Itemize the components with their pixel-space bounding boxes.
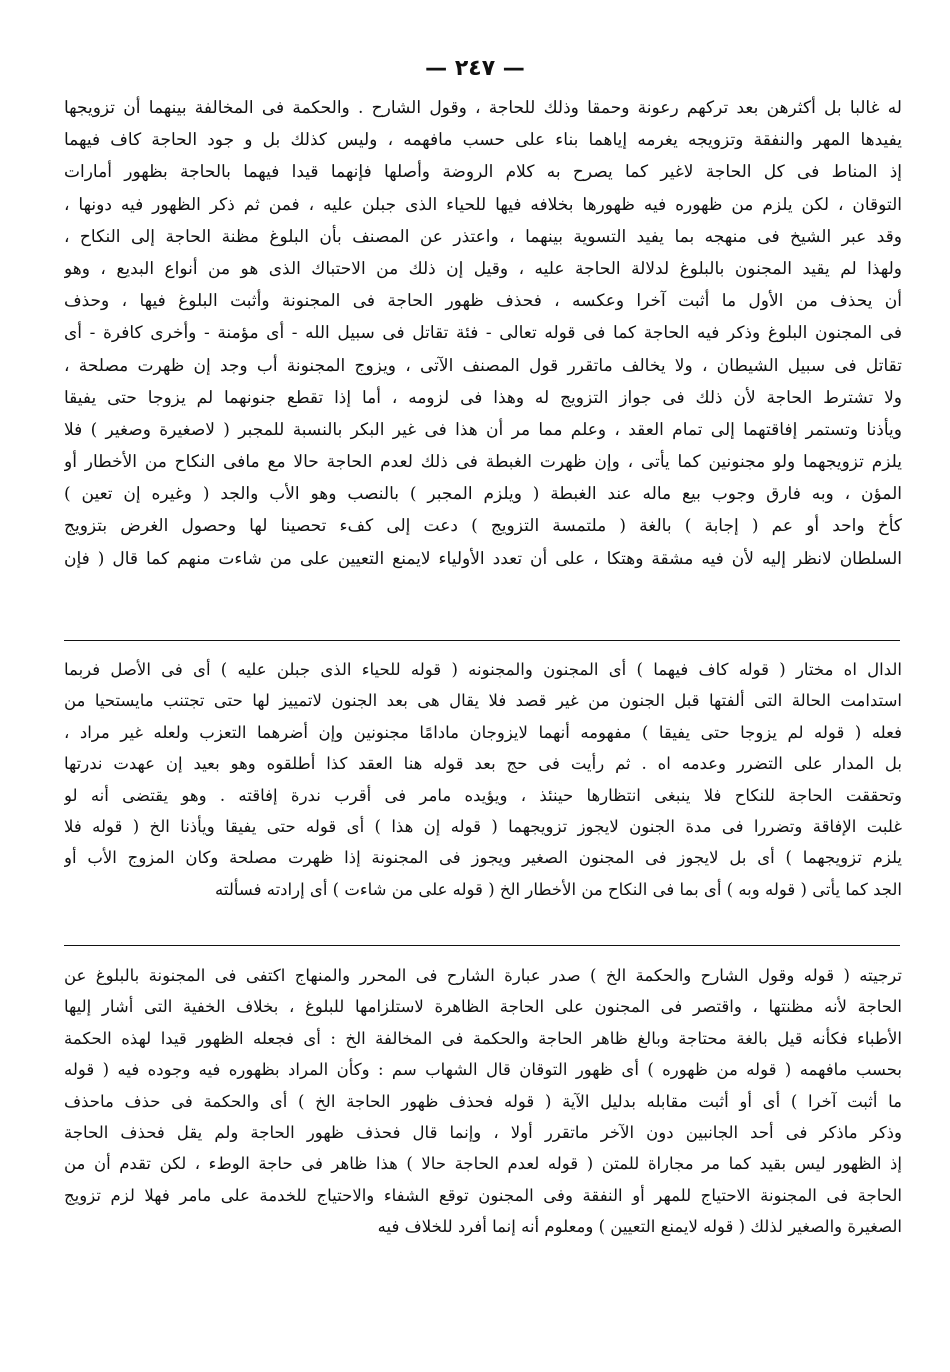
- main-text-line: أن يحذف من الأول ما أثبت آخرا وعكسه ، فحذف ظهور الحاجة فى المجنونة وأثبت البلوغ فيها ، وحذف: [64, 291, 902, 312]
- footnote-line: وتحققت الحاجة للنكاح فلا ينبغى انتظارها حينئذ ، ويؤيده مامر فى أقرب ندرة إفاقته . وهو يقتضى أنه لو: [64, 785, 902, 805]
- footnote-line: يلزم تزويجهما ) أى بل لايجوز فى المجنون الصغير ويجوز فى المجنونة إذا ظهرت مصلحة وكان المزوج الأب أو: [64, 848, 902, 868]
- page-number: — ٢٤٧ —: [425, 56, 525, 81]
- footnote-line: غلبت الإفاقة وتضررا فى مدة الجنون لايجوز تزويجهما ( قوله إن هذا ) أى قوله حتى يفيقا ويأذنا الخ ( قوله فلا: [64, 816, 902, 836]
- footnote-divider: [64, 945, 900, 946]
- main-text-line: التوقان ، لكن يلزم من ظهوره فيه ظهورها بخلافه فيها للحياء الذى جبلن عليه ، فمن ثم ذكر الظهور فيه دونها ،: [64, 194, 902, 215]
- footnote-line: بل المدار على التضرر وعدمه اه . ثم رأيت فى حج بعد قوله هنا العقد كذا أطلقوه وهو بعيد إن عهدت ندرتها: [64, 754, 902, 774]
- main-text-line: إذ المناط فى كل الحاجة لاغير كما يصرح به كلام الروضة وأصلها فإنهما قيدا فيهما بالحاجة بظهور أمارات: [64, 162, 902, 183]
- main-text-line: المؤن ، وبه فارق وجوب بيع ماله عند الغبطة ( ويلزم المجبر ) بالنصب وهو الأب والجد ( وغيره إن تعين ): [64, 484, 902, 505]
- footnote-line: استدامت الحالة التى ألفتها قبل الجنون من غير قصد فلا يقال هى بعد الجنون لاتمييز لها حتى تجتنب مايستحيا من: [64, 691, 902, 711]
- footnote-commentary-1: [64, 654, 902, 905]
- footnote-line: فعله ( قوله لم يزوجا حتى يفيقا ) مفهومه أنهما لايزوجان مادامًا مجنونين وإن أضرهما التعزب ولعله غير مراد ،: [64, 722, 902, 742]
- main-text-line: يفيدها المهر والنفقة وتزويجه يغرمه إياهما بناء على حسب مافهمه ، وليس كذلك بل و جود الحاجة كاف فيهما: [64, 130, 902, 151]
- footnote-line: بحسب مافهمه ( قوله من ظهوره ) أى ظهور التوقان قال الشهاب سم : وكأن المراد بظهوره فيه وجوده فيه ( قوله: [64, 1060, 902, 1080]
- footnote-line: الحاجة لأنه مظنتها ، واقتصر فى المجنون على الحاجة الظاهرة لاستلزامها للبلوغ ، بخلاف الخفية التى أشار إليها: [64, 997, 902, 1017]
- main-text-line: فى المجنون البلوغ وذكر فيه الحاجة كما فى قوله تعالى - فئة تقاتل فى سبيل الله - أى مؤمنة - وأخرى كافرة - أى: [64, 323, 902, 344]
- footnote-line: إذ الظهور ليس بقيد كما مر مجاراة للمتن ( قوله لعدم الحاجة حالا ) هذا ظاهر فى حاجة الوطء ، لكن تقدم أن من: [64, 1154, 902, 1174]
- main-text: [64, 92, 902, 575]
- main-text-line: ويأذنا وتستمر إفاقتهما إلى تمام العقد ، وعلم مما مر أن هذا فى غير البكر بالنسبة للمجبر ( لاصغيرة وصغير ) فلا: [64, 419, 902, 440]
- footnote-line: ما أثبت آخرا ) أى أو أثبت مقابله بدليل الآية ( قوله فحذف ظهور الحاجة الخ ) أى والحكمة فى حذف ماحذف: [64, 1091, 902, 1111]
- main-text-line: يلزم تزويجهما ولو مجنونين كما يأتى ، وإن ظهرت الغبطة فى ذلك لعدم الحاجة حالا مع مافى النكاح من الأخطار أو: [64, 452, 902, 473]
- main-text-line: تقاتل فى سبيل الشيطان ، ولا يخالف ماتقرر قول المصنف الآتى ، ويزوج المجنونة أب وجد إن ظهرت مصلحة ،: [64, 355, 902, 376]
- main-text-line: ولهذا لم يقيد المجنون بالبلوغ لدلالة الحاجة عليه ، وقيل إن ذلك من الاحتباك الذى هو من أنواع البديع ، وهو: [64, 258, 902, 279]
- footnote-line: الجد كما يأتى ( قوله وبه ) أى بما فى النكاح من الأخطار الخ ( قوله على من شاءت ) أى إرادته فسألته: [215, 879, 902, 899]
- main-text-line: له غالبا بل أكثرهن بعد تركهم رعونة وحمقا وذلك للحاجة ، وقول الشارح . والحكمة فى المخالفة بينهما أن تزويجها: [64, 98, 902, 118]
- footnote-line: الصغيرة والصغير لذلك ( قوله لايمنع التعيين ) ومعلوم أنه إنما أفرد للخلاف فيه: [377, 1217, 902, 1237]
- main-text-line: كأخ واحد أو عم ( إجابة ) بالغة ( ملتمسة التزويج ) دعت إلى كفء تحصينا لها وحصول الغرض بتزويج: [64, 516, 902, 537]
- footnote-line: الحاجة فى المجنونة الاحتياج للمهر أو النفقة وفى المجنون توقع الشفاء والاحتياج للخدمة على مامر فهلا لزم تزويج: [64, 1185, 902, 1205]
- footnote-line: ترجيته ( قوله وقول الشارح والحكمة الخ ) صدر عبارة الشارح فى المحرر والمنهاج اكتفى فى المجنونة بالبلوغ عن: [64, 966, 902, 985]
- main-text-line: وقد عبر الشيخ فى منهجه بما يفيد التسوية بينهما ، واعتذر عن المصنف بأن البلوغ مظنة الحاجة إلى النكاح ،: [64, 226, 902, 247]
- footnote-commentary-2: [64, 960, 902, 1243]
- main-text-line: ولا تشترط الحاجة لأن ذلك فى جواز التزويج له وهذا فى لزومه ، أما إذا تقطع جنونهما لم يزوجا حتى يفيقا: [64, 387, 902, 408]
- footnote-line: الأطباء فكأنه قيل بالغة محتاجة وبالغ ظاهر الحاجة والحكمة فى المخالفة الخ : أى فجعله الظهور قيدا لهذه الحكمة: [64, 1028, 902, 1048]
- main-text-line: السلطان لانظر إليه لأن فيه مشقة وهتكا ، على أن تعدد الأولياء لايمنع التعيين على من شاءت منهم كما قال ( فإن: [64, 548, 902, 569]
- footnote-line: وذكر ماذكر فى أحد الجانبين دون الآخر ماتقرر أولا ، وإنما قال فحذف ظهور الحاجة ولم يقل فحذف الحاجة: [64, 1122, 902, 1142]
- footnote-divider: [64, 640, 900, 641]
- footnote-line: الدال اه مختار ( قوله كاف فيهما ) أى المجنون والمجنونه ( قوله للحياء الذى جبلن عليه ) أى فى الأصل فربما: [64, 660, 902, 679]
